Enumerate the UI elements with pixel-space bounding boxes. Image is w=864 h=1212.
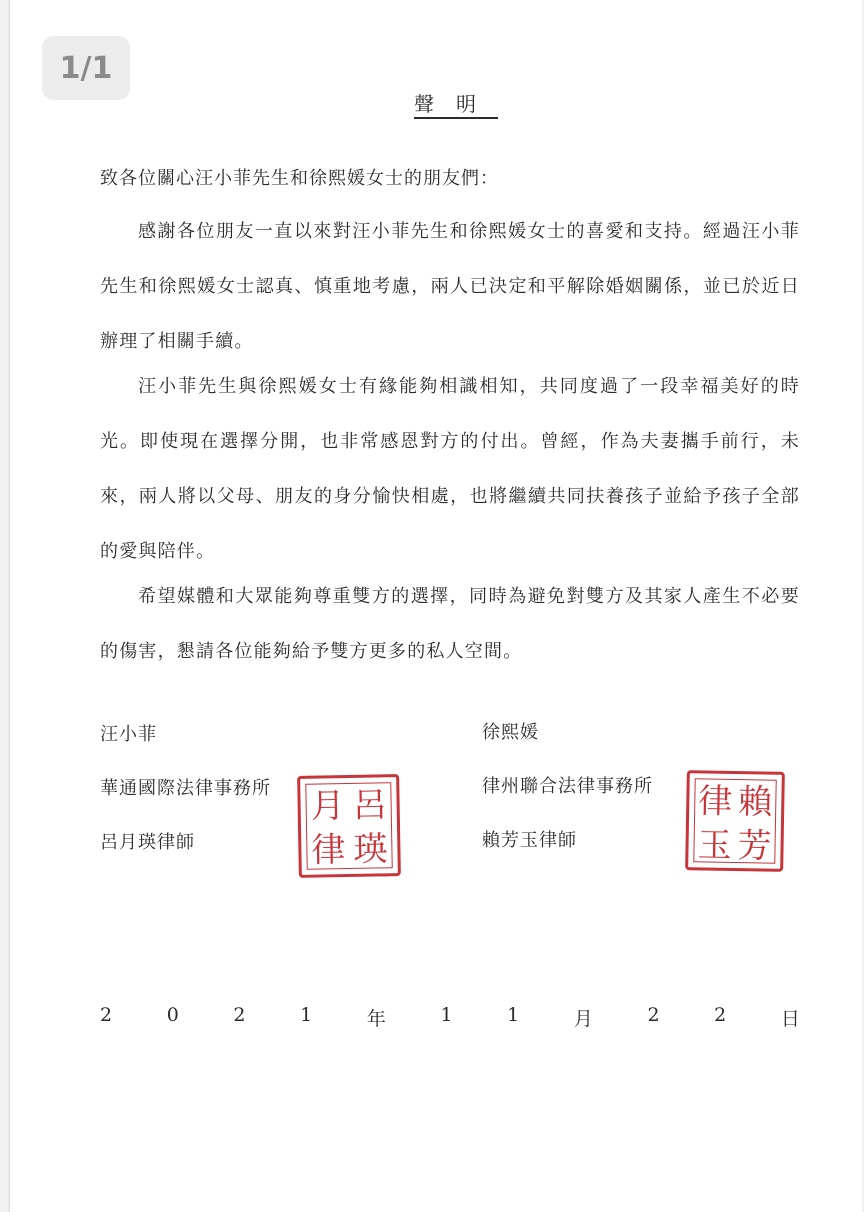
date-char: 1 — [300, 1004, 313, 1026]
date-char: 2 — [233, 1004, 246, 1026]
signature-block-left — [100, 708, 271, 870]
document-date — [100, 1004, 800, 1031]
law-firm-name: 律州聯合法律事務所 — [482, 776, 653, 797]
paragraph-1: 感謝各位朋友一直以來對汪小菲先生和徐熙媛女士的喜愛和支持。經過汪小菲先生和徐熙媛女士認真、慎重地考慮，兩人已決定和平解除婚姻關係，並已於近日辦理了相關手續。 — [100, 221, 800, 352]
seal-character: 賴 — [737, 782, 773, 823]
date-char: 2 — [714, 1004, 727, 1026]
date-char: 2 — [100, 1004, 113, 1026]
paragraph-2: 汪小菲先生與徐熙媛女士有緣能夠相識相知，共同度過了一段幸福美好的時光。即使現在選擇分開，也非常感恩對方的付出。曾經，作為夫妻攜手前行，未來，兩人將以父母、朋友的身分愉快相處，也將繼續共同扶養孩子並給予孩子全部的愛與陪伴。 — [100, 376, 800, 562]
date-char: 日 — [780, 1008, 800, 1030]
signatory-name: 徐熙媛 — [482, 722, 539, 743]
greeting-line: 致各位關心汪小菲先生和徐熙媛女士的朋友們： — [100, 168, 499, 189]
date-char: 年 — [366, 1008, 386, 1030]
date-char: 0 — [166, 1004, 179, 1026]
date-char: 1 — [440, 1004, 453, 1026]
seal-character: 玉 — [697, 825, 732, 866]
law-firm-name: 華通國際法律事務所 — [100, 778, 271, 799]
seal-character: 呂 — [352, 785, 387, 826]
seal-character: 瑛 — [353, 829, 388, 870]
date-char: 月 — [573, 1008, 593, 1030]
document-title: 聲明 — [414, 92, 498, 116]
paragraph-3: 希望媒體和大眾能夠尊重雙方的選擇，同時為避免對雙方及其家人產生不必要的傷害，懇請各位能夠給予雙方更多的私人空間。 — [100, 586, 800, 662]
document-page — [10, 0, 862, 1212]
seal-character: 月 — [310, 786, 346, 827]
lawyer-name: 賴芳玉律師 — [482, 830, 577, 851]
lawyer-seal-stamp-right — [685, 770, 785, 872]
seal-character: 律 — [697, 781, 733, 822]
date-char: 1 — [507, 1004, 520, 1026]
lawyer-seal-stamp-left — [297, 774, 401, 878]
seal-character: 律 — [311, 830, 346, 871]
date-char: 2 — [647, 1004, 660, 1026]
signature-block-right — [482, 706, 653, 868]
page-indicator-badge: 1/1 — [42, 36, 130, 100]
seal-character: 芳 — [737, 826, 772, 867]
lawyer-name: 呂月瑛律師 — [100, 832, 195, 853]
signatory-name: 汪小菲 — [100, 724, 157, 745]
